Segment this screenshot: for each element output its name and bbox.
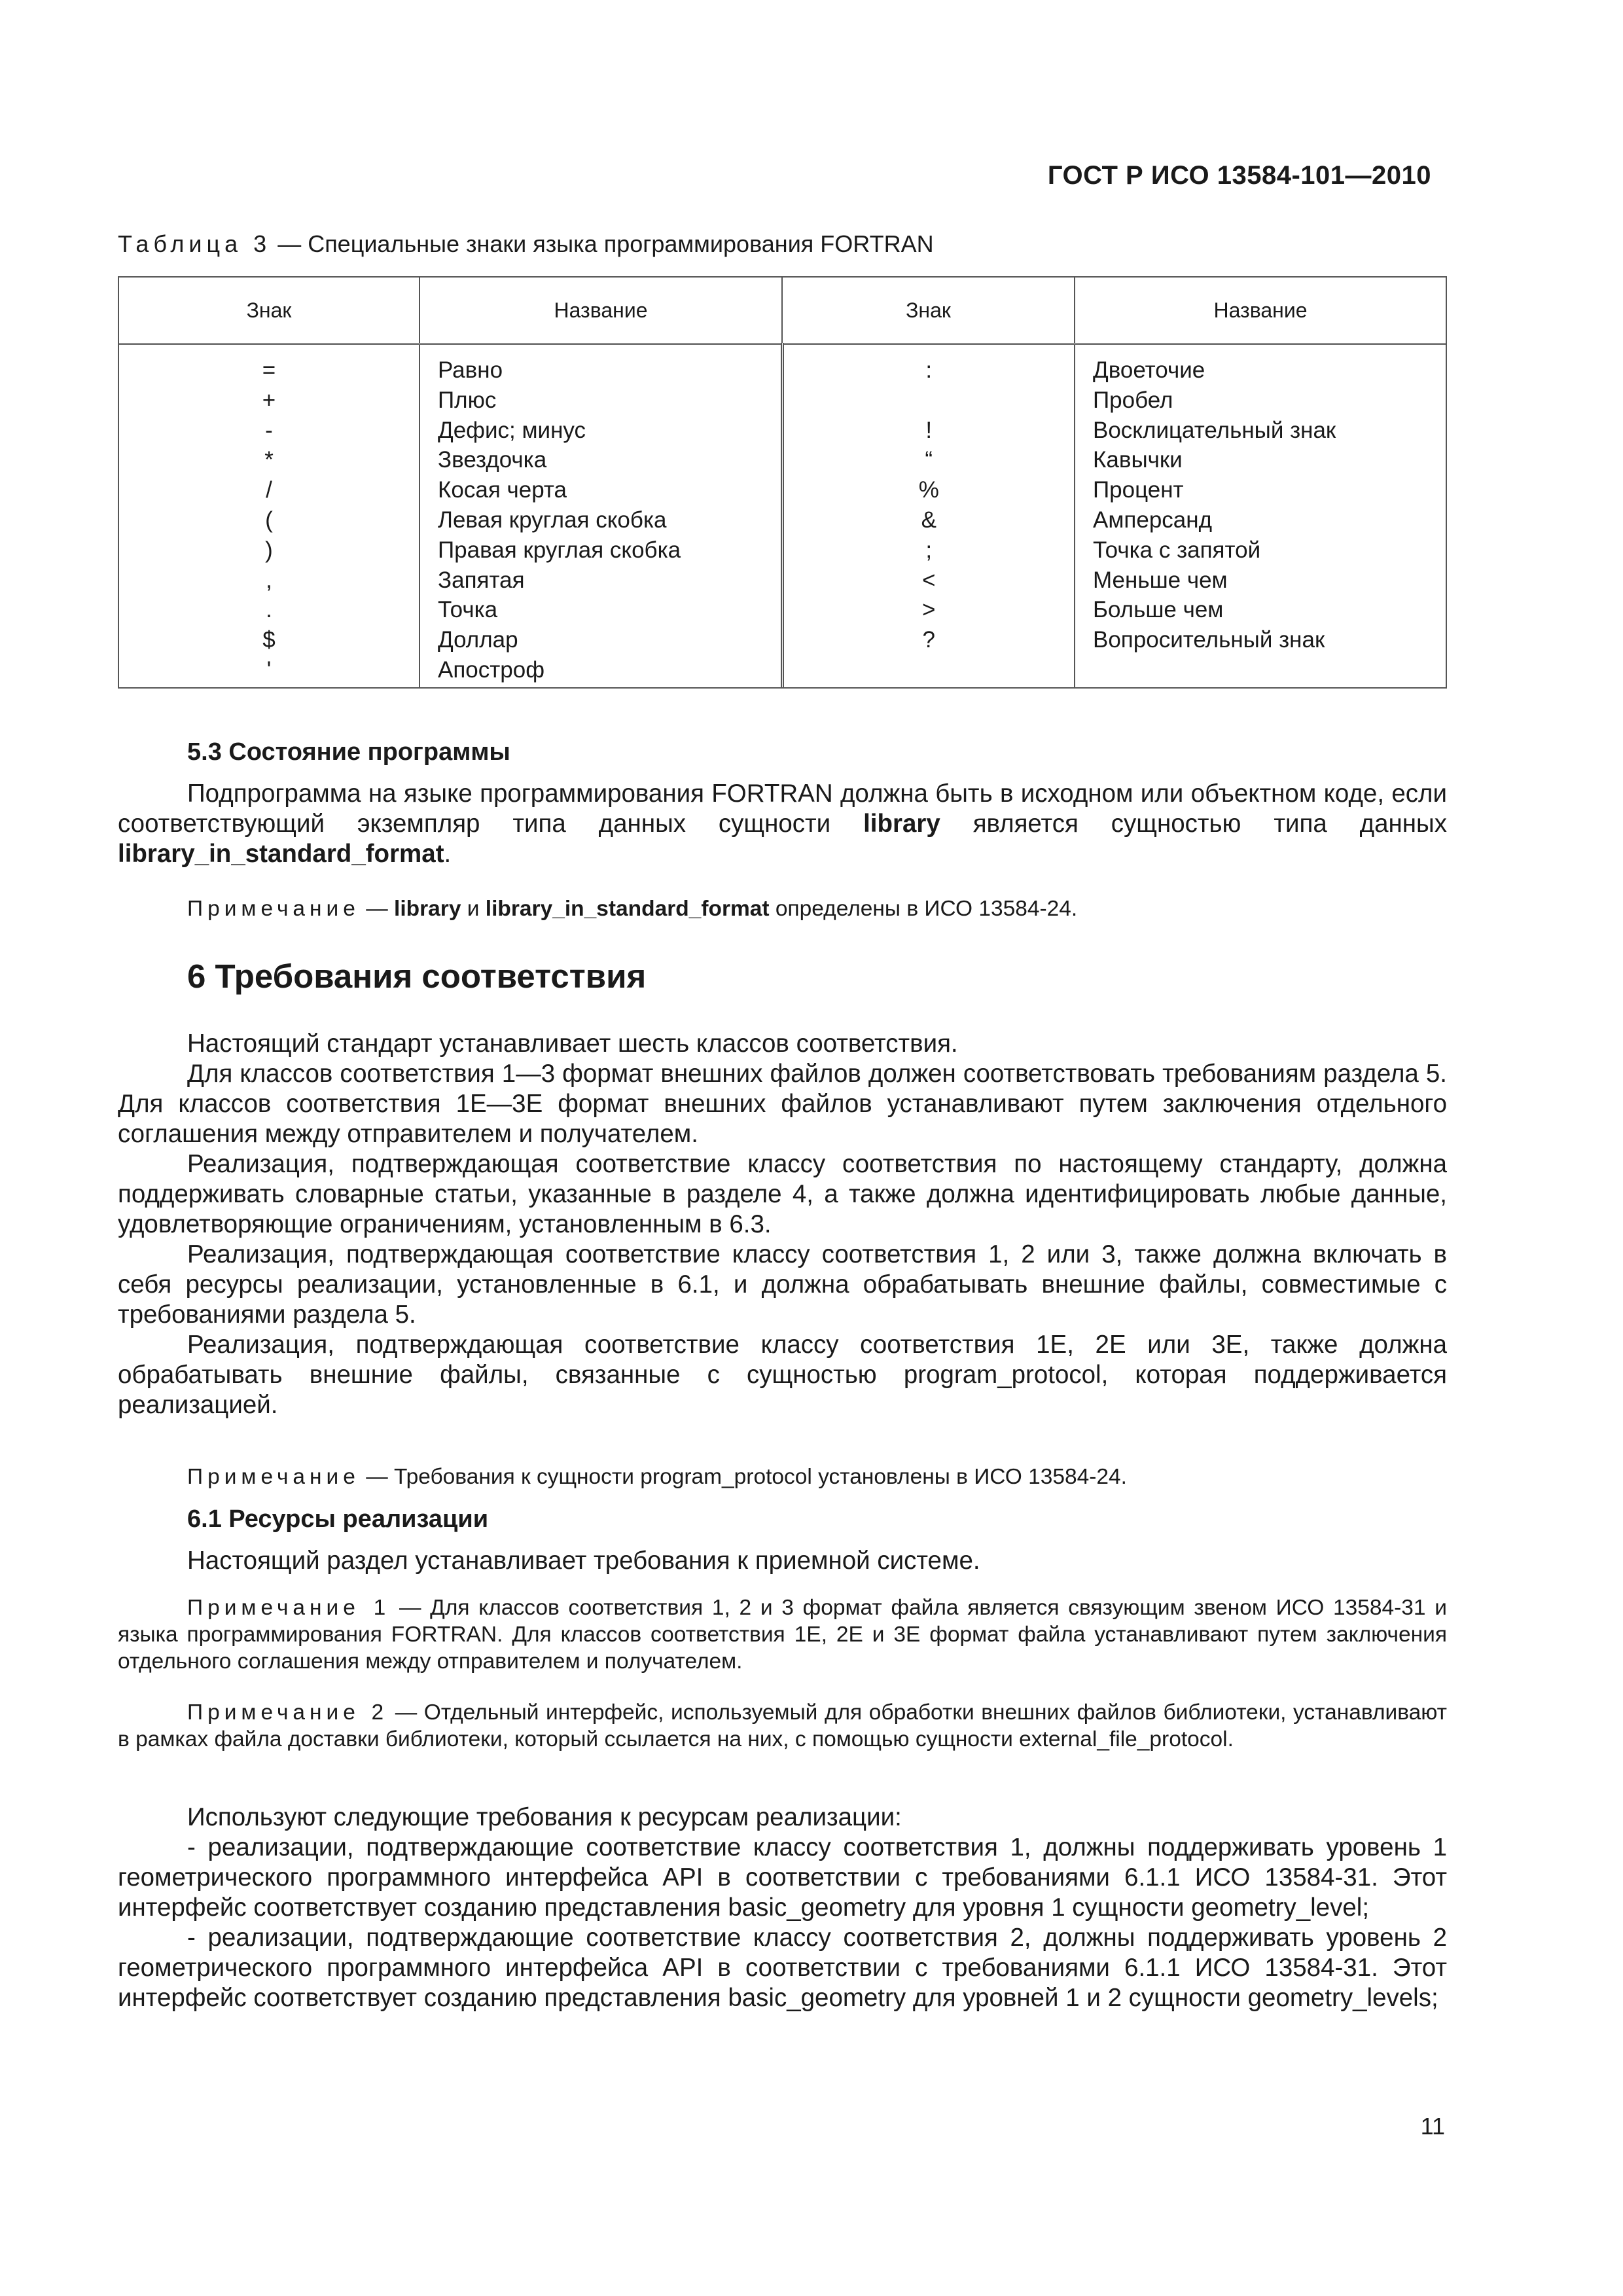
name-ampersand: Амперсанд [1093,507,1213,533]
sign-left-paren: ( [265,507,273,533]
name-semicolon: Точка с запятой [1093,537,1261,563]
name-apostrophe: Апостроф [438,656,545,683]
sign-exclamation: ! [925,417,933,443]
sign-colon: : [925,357,933,383]
sign-percent: % [918,477,939,503]
col-header-sign-1: Знак [119,278,419,344]
sign-comma: , [266,567,272,593]
s53-note-and: и [461,897,486,921]
s61-list-item-1: - реализации, подтверждающие соответствие классу соответствия 1, должны поддерживать уровень 1 геометрического программного интерфейса API в соответствии с требованиями 6.1.1 ИСО 13584-31. Этот интерфейс соответствует созданию представления basic_geometry для уровня 1 сущности geometry_level; [118,1833,1447,1922]
sign-greater-than: > [922,597,936,623]
name-question: Вопросительный знак [1093,627,1325,653]
s61-note1-text: — Для классов соответствия 1, 2 и 3 формат файла является связующим звеном ИСО 13584-31 и языка программирования FORTRAN. Для классов соответствия 1Е, 2Е и 3Е формат файла устанавливают путем заключения отдельного соглашения между отправителем и получателем. [118,1596,1447,1674]
left-names-cell [419,344,782,688]
name-equals: Равно [438,357,503,383]
sign-plus: + [262,387,276,413]
s61-paragraph-1: Настоящий раздел устанавливает требования к приемной системе. [187,1547,980,1575]
name-dollar: Доллар [438,627,518,653]
name-minus: Дефис; минус [438,417,586,443]
s53-note-label: Примечание [187,897,360,921]
section-6-1-intro [118,1546,1447,1576]
section-6-1-note-2 [118,1699,1447,1753]
s6-note-label: Примечание [187,1465,360,1489]
s53-note-library: library [394,897,461,921]
col-header-sign-2: Знак [782,278,1075,344]
section-6-note [187,1463,1127,1490]
section-5-3-paragraph [118,779,1447,869]
sign-equals: = [262,357,276,383]
sign-dollar: $ [262,627,276,653]
sign-semicolon: ; [925,537,933,563]
table-caption-text: — Специальные знаки языка программирования FORTRAN [271,230,934,257]
name-quotes: Кавычки [1093,447,1183,473]
sign-ampersand: & [921,507,936,533]
name-less-than: Меньше чем [1093,567,1228,593]
name-space: Пробел [1093,387,1173,413]
special-characters-table [118,276,1447,689]
name-colon: Двоеточие [1093,357,1205,383]
s53-note-dash: — [359,897,395,921]
s53-standard-format-term: library_in_standard_format [118,840,444,868]
name-asterisk: Звездочка [438,447,547,473]
s53-note-standard-format: library_in_standard_format [485,897,770,921]
left-signs-cell [119,344,419,688]
s61-list-item-2: - реализации, подтверждающие соответствие классу соответствия 2, должны поддерживать уровень 2 геометрического программного интерфейса API в соответствии с требованиями 6.1.1 ИСО 13584-31. Этот интерфейс соответствует созданию представления basic_geometry для уровней 1 и 2 сущности geometry_levels; [118,1924,1447,2012]
section-6-1-heading: 6.1 Ресурсы реализации [187,1505,489,1533]
table-caption-label: Таблица 3 [118,230,272,257]
section-6-1-note-1 [118,1594,1447,1675]
name-right-paren: Правая круглая скобка [438,537,681,563]
s6-paragraph-1: Настоящий стандарт устанавливает шесть классов соответствия. [187,1030,958,1058]
name-slash: Косая черта [438,477,567,503]
name-left-paren: Левая круглая скобка [438,507,667,533]
col-header-name-1: Название [419,278,782,344]
name-exclamation: Восклицательный знак [1093,417,1336,443]
sign-slash: / [266,477,272,503]
s6-paragraph-4: Реализация, подтверждающая соответствие классу соответствия 1, 2 или 3, также должна включать в себя ресурсы реализации, установленные в 6.1, и должна обрабатывать внешние файлы, совместимые с требованиями раздела 5. [118,1240,1447,1329]
section-5-3-note [187,895,1447,922]
sign-less-than: < [922,567,936,593]
name-comma: Запятая [438,567,525,593]
sign-minus: - [265,417,273,443]
s61-note2-text: — Отдельный интерфейс, используемый для обработки внешних файлов библиотеки, устанавливают в рамках файла доставки библиотеки, который ссылается на них, с помощью сущности external_file_protocol. [118,1700,1447,1751]
page-number: 11 [1420,2113,1445,2140]
section-6-1-requirements [118,1803,1447,2013]
section-6-heading: 6 Требования соответствия [187,958,647,995]
s61-note1-label: Примечание 1 [187,1596,391,1620]
sign-right-paren: ) [265,537,273,563]
s6-paragraph-2: Для классов соответствия 1—3 формат внешних файлов должен соответствовать требованиям раздела 5. Для классов соответствия 1Е—3Е формат внешних файлов устанавливают путем заключения отдельного соглашения между отправителем и получателем. [118,1060,1447,1148]
sign-period: . [266,597,272,623]
section-5-3-heading: 5.3 Состояние программы [187,738,510,766]
s53-text-e: . [444,840,452,868]
s6-paragraph-3: Реализация, подтверждающая соответствие классу соответствия по настоящему стандарту, должна поддерживать словарные статьи, указанные в разделе 4, а также должна идентифицировать любые данные, удовлетворяющие ограничениям, установленным в 6.3. [118,1150,1447,1238]
sign-quotes: “ [925,447,933,473]
s6-note-text: — Требования к сущности program_protocol установлены в ИСО 13584-24. [359,1465,1127,1489]
name-greater-than: Больше чем [1093,597,1224,623]
s61-paragraph-2: Используют следующие требования к ресурсам реализации: [187,1803,902,1831]
right-signs-cell [782,344,1075,688]
right-names-cell [1075,344,1446,688]
s53-text-c: является сущностью типа данных [940,810,1447,838]
s53-note-tail: определены в ИСО 13584-24. [769,897,1078,921]
name-plus: Плюс [438,387,497,413]
s53-text-a: Подпрограмма на языке программирования FORTRAN должна быть в исходном или объектном коде, если соответствующий экземпляр типа данных сущности [118,780,1447,838]
s53-library-term: library [863,810,940,838]
name-percent: Процент [1093,477,1184,503]
section-6-body [118,1029,1447,1420]
name-period: Точка [438,597,498,623]
table-caption [118,230,934,258]
sign-space [785,386,1074,416]
sign-apostrophe: ' [266,656,272,683]
s6-paragraph-5: Реализация, подтверждающая соответствие классу соответствия 1Е, 2Е или 3Е, также должна обрабатывать внешние файлы, связанные с сущностью program_protocol, которая поддерживается реализацией. [118,1331,1447,1419]
sign-question: ? [922,627,935,653]
document-header: ГОСТ Р ИСО 13584-101—2010 [1047,161,1431,190]
col-header-name-2: Название [1075,278,1446,344]
s61-note2-label: Примечание 2 [187,1700,389,1725]
sign-asterisk: * [264,447,274,473]
